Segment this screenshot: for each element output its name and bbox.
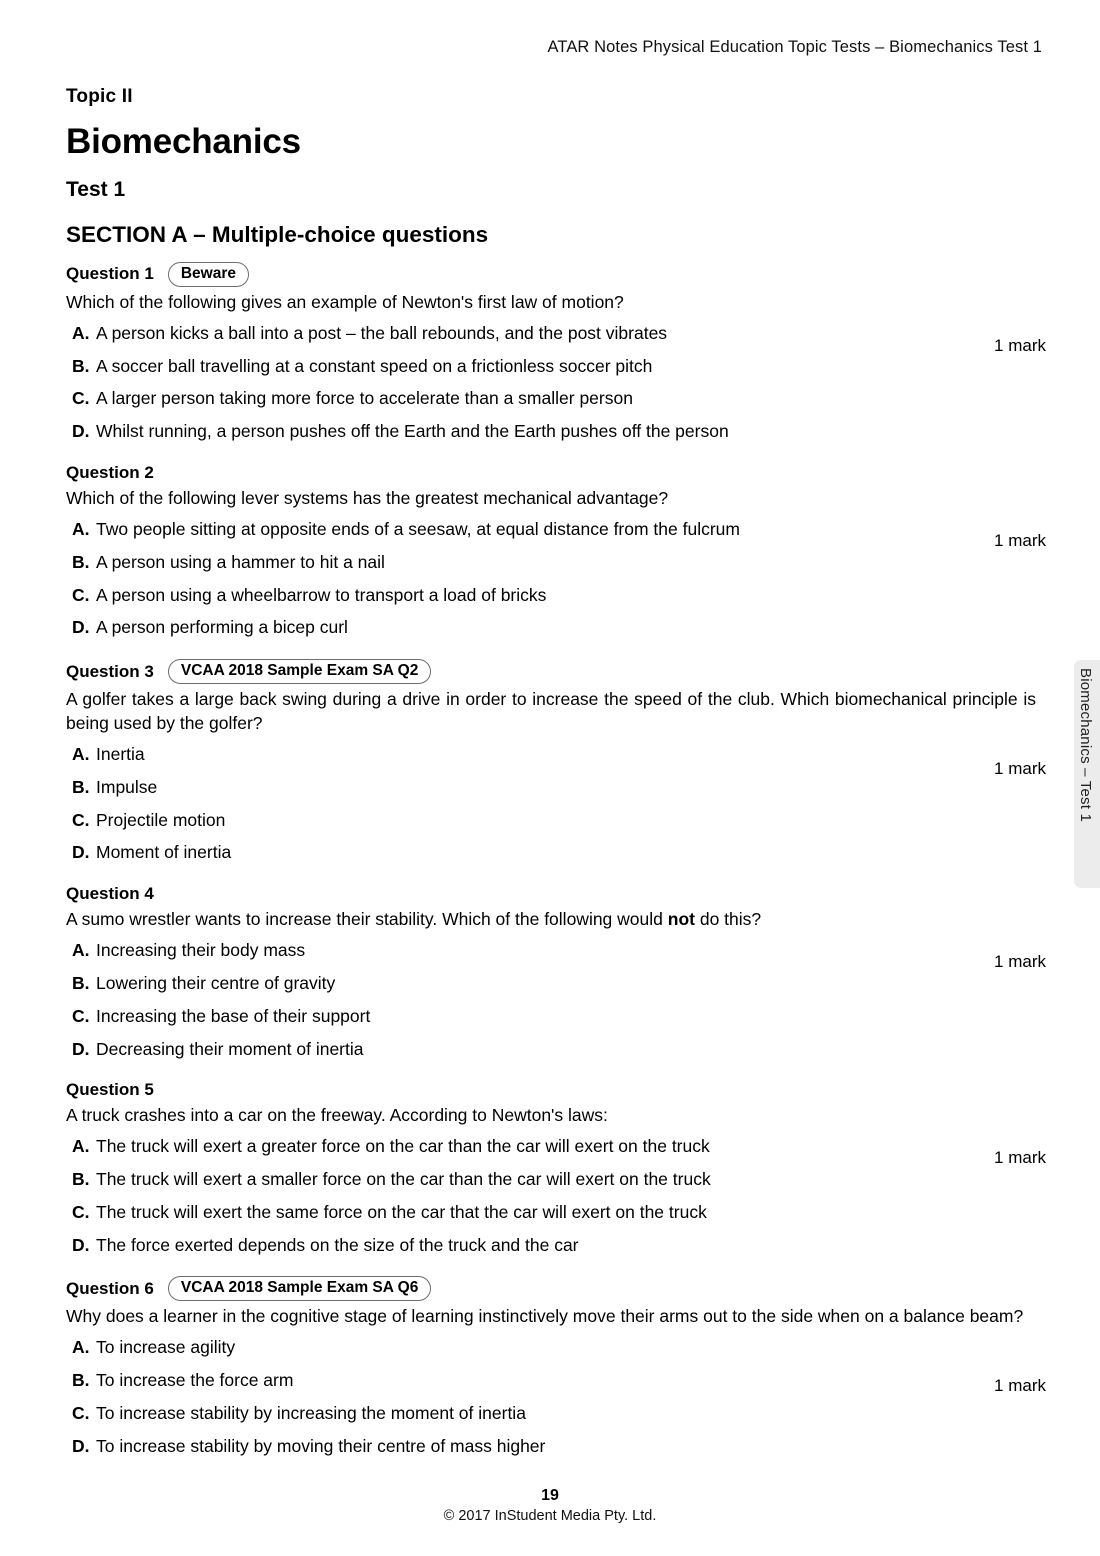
option-letter: C. bbox=[72, 809, 90, 830]
question-tag: Beware bbox=[168, 262, 249, 287]
option-letter: D. bbox=[72, 842, 90, 863]
option-letter: B. bbox=[72, 1370, 90, 1391]
option-item[interactable] bbox=[66, 939, 1046, 962]
question-block bbox=[66, 463, 1046, 639]
option-text: Inertia bbox=[96, 744, 145, 765]
option-item[interactable] bbox=[66, 1435, 1046, 1458]
question-block bbox=[66, 1080, 1046, 1256]
option-item[interactable] bbox=[66, 1369, 1046, 1392]
page-content bbox=[66, 86, 1046, 1477]
option-text: The truck will exert a smaller force on the car than the car will exert on the truck bbox=[96, 1169, 711, 1190]
question-stem: A sumo wrestler wants to increase their stability. Which of the following would not do this? bbox=[66, 909, 762, 930]
option-item[interactable] bbox=[66, 1234, 1046, 1257]
question-block bbox=[66, 1276, 1046, 1457]
question-number: Question 6 bbox=[66, 1278, 154, 1298]
option-text: A larger person taking more force to accelerate than a smaller person bbox=[96, 388, 633, 409]
question-stem-emphasis: not bbox=[667, 909, 695, 930]
question-mark: 1 mark bbox=[994, 1376, 1046, 1396]
option-letter: A. bbox=[72, 744, 90, 765]
question-block bbox=[66, 884, 1046, 1060]
side-tab bbox=[1074, 660, 1100, 888]
option-item[interactable] bbox=[66, 1336, 1046, 1359]
option-list bbox=[66, 1336, 1046, 1457]
question-number: Question 5 bbox=[66, 1080, 154, 1100]
option-text: Increasing their body mass bbox=[96, 940, 306, 961]
option-item[interactable] bbox=[66, 1402, 1046, 1425]
question-mark: 1 mark bbox=[994, 336, 1046, 355]
question-mark: 1 mark bbox=[994, 1148, 1046, 1168]
option-text: A soccer ball travelling at a constant speed on a frictionless soccer pitch bbox=[96, 355, 653, 376]
option-item[interactable] bbox=[66, 743, 1046, 766]
option-letter: B. bbox=[72, 551, 90, 572]
option-text: Two people sitting at opposite ends of a seesaw, at equal distance from the fulcrum bbox=[96, 519, 740, 540]
question-header bbox=[66, 1080, 1046, 1100]
option-item[interactable] bbox=[66, 776, 1046, 799]
question-header bbox=[66, 1276, 1046, 1301]
option-list bbox=[66, 1135, 1046, 1256]
option-letter: C. bbox=[72, 388, 90, 409]
option-item[interactable] bbox=[66, 809, 1046, 832]
option-letter: A. bbox=[72, 1337, 90, 1358]
question-mark: 1 mark bbox=[994, 759, 1046, 779]
option-text: To increase the force arm bbox=[96, 1370, 294, 1391]
question-stem: Why does a learner in the cognitive stage of learning instinctively move their arms out to the side when on a balance beam? bbox=[66, 1306, 1024, 1327]
option-item[interactable] bbox=[66, 387, 1046, 410]
topic-label: Topic II bbox=[66, 86, 133, 107]
option-text: Projectile motion bbox=[96, 809, 226, 830]
option-text: The truck will exert a greater force on the car than the car will exert on the truck bbox=[96, 1136, 710, 1157]
option-letter: C. bbox=[72, 1201, 90, 1222]
option-item[interactable] bbox=[66, 841, 1046, 864]
copyright-notice: © 2017 InStudent Media Pty. Ltd. bbox=[443, 1508, 657, 1524]
option-text: A person performing a bicep curl bbox=[96, 617, 348, 638]
option-item[interactable] bbox=[66, 1135, 1046, 1158]
page-footer bbox=[0, 1487, 1100, 1524]
option-item[interactable] bbox=[66, 584, 1046, 607]
option-text: The force exerted depends on the size of the truck and the car bbox=[96, 1234, 579, 1255]
option-item[interactable] bbox=[66, 551, 1046, 574]
option-letter: D. bbox=[72, 617, 90, 638]
option-item[interactable] bbox=[66, 518, 1046, 541]
option-list bbox=[66, 743, 1046, 864]
question-block bbox=[66, 659, 1046, 864]
option-item[interactable] bbox=[66, 1038, 1046, 1061]
option-letter: A. bbox=[72, 940, 90, 961]
option-letter: D. bbox=[72, 1038, 90, 1059]
question-stem: Which of the following lever systems has the greatest mechanical advantage? bbox=[66, 487, 669, 508]
option-text: Increasing the base of their support bbox=[96, 1005, 371, 1026]
option-letter: B. bbox=[72, 1169, 90, 1190]
option-letter: B. bbox=[72, 973, 90, 994]
side-tab-label: Biomechanics – Test 1 bbox=[1077, 668, 1094, 823]
question-header bbox=[66, 262, 1046, 287]
option-text: A person kicks a ball into a post – the ball rebounds, and the post vibrates bbox=[96, 322, 668, 343]
option-text: The truck will exert the same force on the car that the car will exert on the truck bbox=[96, 1201, 707, 1222]
question-header bbox=[66, 659, 1046, 684]
option-item[interactable] bbox=[66, 972, 1046, 995]
test-label: Test 1 bbox=[66, 178, 126, 201]
page-number: 19 bbox=[541, 1487, 559, 1504]
option-text: Impulse bbox=[96, 776, 158, 797]
option-letter: C. bbox=[72, 1402, 90, 1423]
question-number: Question 1 bbox=[66, 264, 154, 284]
option-text: To increase stability by moving their centre of mass higher bbox=[96, 1435, 546, 1456]
option-item[interactable] bbox=[66, 420, 1046, 443]
option-text: A person using a wheelbarrow to transport a load of bricks bbox=[96, 584, 547, 605]
option-item[interactable] bbox=[66, 1168, 1046, 1191]
option-item[interactable] bbox=[66, 1201, 1046, 1224]
question-mark: 1 mark bbox=[994, 530, 1046, 550]
option-list bbox=[66, 939, 1046, 1060]
option-item[interactable] bbox=[66, 322, 1046, 345]
section-title: SECTION A – Multiple-choice questions bbox=[66, 222, 489, 247]
question-tag: VCAA 2018 Sample Exam SA Q2 bbox=[168, 659, 432, 684]
option-item[interactable] bbox=[66, 355, 1046, 378]
question-stem: A golfer takes a large back swing during a drive in order to increase the speed of the club. Which biomechanical principle is being used by the golfer? bbox=[66, 688, 1036, 734]
question-header bbox=[66, 884, 1046, 904]
option-item[interactable] bbox=[66, 1005, 1046, 1028]
option-item[interactable] bbox=[66, 616, 1046, 639]
option-letter: B. bbox=[72, 355, 90, 376]
option-text: To increase agility bbox=[96, 1337, 236, 1358]
option-letter: A. bbox=[72, 1136, 90, 1157]
option-text: A person using a hammer to hit a nail bbox=[96, 551, 385, 572]
question-header bbox=[66, 463, 1046, 483]
question-number: Question 4 bbox=[66, 884, 154, 904]
option-letter: B. bbox=[72, 776, 90, 797]
option-letter: A. bbox=[72, 519, 90, 540]
question-tag: VCAA 2018 Sample Exam SA Q6 bbox=[168, 1276, 432, 1301]
page-title: Biomechanics bbox=[66, 122, 301, 161]
option-letter: D. bbox=[72, 1435, 90, 1456]
option-text: To increase stability by increasing the moment of inertia bbox=[96, 1402, 526, 1423]
option-letter: C. bbox=[72, 584, 90, 605]
option-text: Decreasing their moment of inertia bbox=[96, 1038, 364, 1059]
option-letter: A. bbox=[72, 322, 90, 343]
option-list bbox=[66, 518, 1046, 639]
option-letter: D. bbox=[72, 421, 90, 442]
option-text: Moment of inertia bbox=[96, 842, 232, 863]
option-letter: D. bbox=[72, 1234, 90, 1255]
option-text: Whilst running, a person pushes off the Earth and the Earth pushes off the person bbox=[96, 421, 729, 442]
option-text: Lowering their centre of gravity bbox=[96, 973, 336, 994]
option-letter: C. bbox=[72, 1005, 90, 1026]
question-stem: Which of the following gives an example of Newton's first law of motion? bbox=[66, 291, 624, 312]
question-number: Question 3 bbox=[66, 661, 154, 681]
question-block bbox=[66, 262, 1046, 443]
option-list bbox=[66, 322, 1046, 443]
running-header: ATAR Notes Physical Education Topic Tests – Biomechanics Test 1 bbox=[547, 38, 1042, 56]
question-number: Question 2 bbox=[66, 462, 154, 482]
question-stem: A truck crashes into a car on the freeway. According to Newton's laws: bbox=[66, 1105, 608, 1126]
question-mark: 1 mark bbox=[994, 952, 1046, 972]
